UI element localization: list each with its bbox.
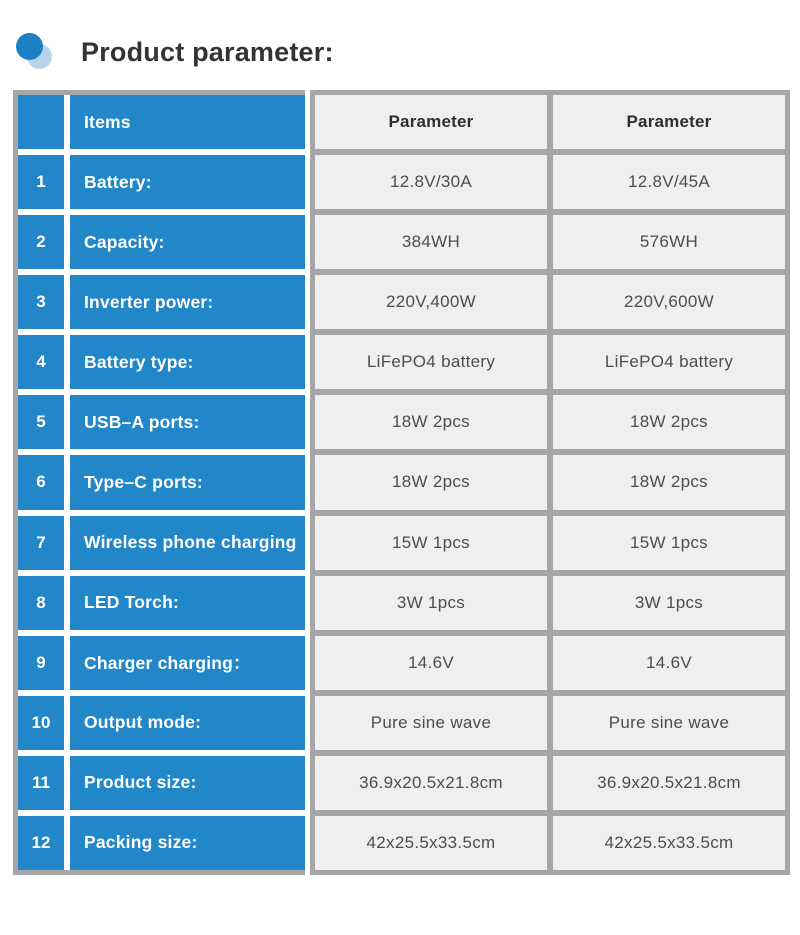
- parameters-grid: [310, 90, 790, 875]
- row-number-cell: 5: [18, 395, 64, 449]
- row-parameter2-cell: 14.6V: [553, 636, 785, 690]
- dot-icon-dot: [16, 33, 43, 60]
- row-item-cell: Inverter power:: [70, 275, 305, 329]
- row-parameter1-cell: 3W 1pcs: [315, 576, 547, 630]
- row-parameter1-cell: 12.8V/30A: [315, 155, 547, 209]
- row-parameter2-cell: 15W 1pcs: [553, 516, 785, 570]
- row-parameter2-cell: 18W 2pcs: [553, 395, 785, 449]
- row-parameter2-cell: 42x25.5x33.5cm: [553, 816, 785, 870]
- row-parameter2-cell: 18W 2pcs: [553, 455, 785, 509]
- row-parameter2-cell: 12.8V/45A: [553, 155, 785, 209]
- row-number-cell: 4: [18, 335, 64, 389]
- row-number-cell: 11: [18, 756, 64, 810]
- row-number-cell: 9: [18, 636, 64, 690]
- row-item-cell: Type–C ports:: [70, 455, 305, 509]
- row-number-cell: 3: [18, 275, 64, 329]
- row-parameter1-cell: 18W 2pcs: [315, 455, 547, 509]
- row-parameter2-cell: 576WH: [553, 215, 785, 269]
- row-parameter1-cell: 18W 2pcs: [315, 395, 547, 449]
- row-parameter1-cell: 15W 1pcs: [315, 516, 547, 570]
- row-parameter1-cell: 384WH: [315, 215, 547, 269]
- row-item-cell: LED Torch:: [70, 576, 305, 630]
- row-parameter2-cell: 220V,600W: [553, 275, 785, 329]
- row-item-cell: Wireless phone charging: [70, 516, 305, 570]
- row-parameter1-cell: 14.6V: [315, 636, 547, 690]
- row-item-cell: Battery:: [70, 155, 305, 209]
- items-grid: [13, 90, 305, 875]
- row-parameter2-cell: 3W 1pcs: [553, 576, 785, 630]
- row-item-cell: Battery type:: [70, 335, 305, 389]
- row-number-cell: 6: [18, 455, 64, 509]
- header-index-cell: [18, 95, 64, 149]
- header-parameter1-cell: Parameter: [315, 95, 547, 149]
- row-item-cell: Charger charging：: [70, 636, 305, 690]
- header-items-cell: Items: [70, 95, 305, 149]
- row-parameter2-cell: LiFePO4 battery: [553, 335, 785, 389]
- row-parameter1-cell: LiFePO4 battery: [315, 335, 547, 389]
- header-parameter2-cell: Parameter: [553, 95, 785, 149]
- row-item-cell: Packing size:: [70, 816, 305, 870]
- row-parameter1-cell: 36.9x20.5x21.8cm: [315, 756, 547, 810]
- row-parameter2-cell: Pure sine wave: [553, 696, 785, 750]
- row-number-cell: 8: [18, 576, 64, 630]
- row-item-cell: Capacity:: [70, 215, 305, 269]
- page-title: Product parameter:: [81, 37, 334, 67]
- dot-icon: [13, 31, 63, 75]
- row-number-cell: 1: [18, 155, 64, 209]
- row-number-cell: 2: [18, 215, 64, 269]
- page-header: [0, 0, 800, 72]
- row-number-cell: 10: [18, 696, 64, 750]
- row-item-cell: USB–A ports:: [70, 395, 305, 449]
- row-parameter1-cell: 42x25.5x33.5cm: [315, 816, 547, 870]
- row-parameter1-cell: Pure sine wave: [315, 696, 547, 750]
- row-number-cell: 7: [18, 516, 64, 570]
- row-parameter1-cell: 220V,400W: [315, 275, 547, 329]
- row-number-cell: 12: [18, 816, 64, 870]
- row-item-cell: Output mode:: [70, 696, 305, 750]
- row-parameter2-cell: 36.9x20.5x21.8cm: [553, 756, 785, 810]
- product-parameter-table: [13, 90, 790, 875]
- row-item-cell: Product size:: [70, 756, 305, 810]
